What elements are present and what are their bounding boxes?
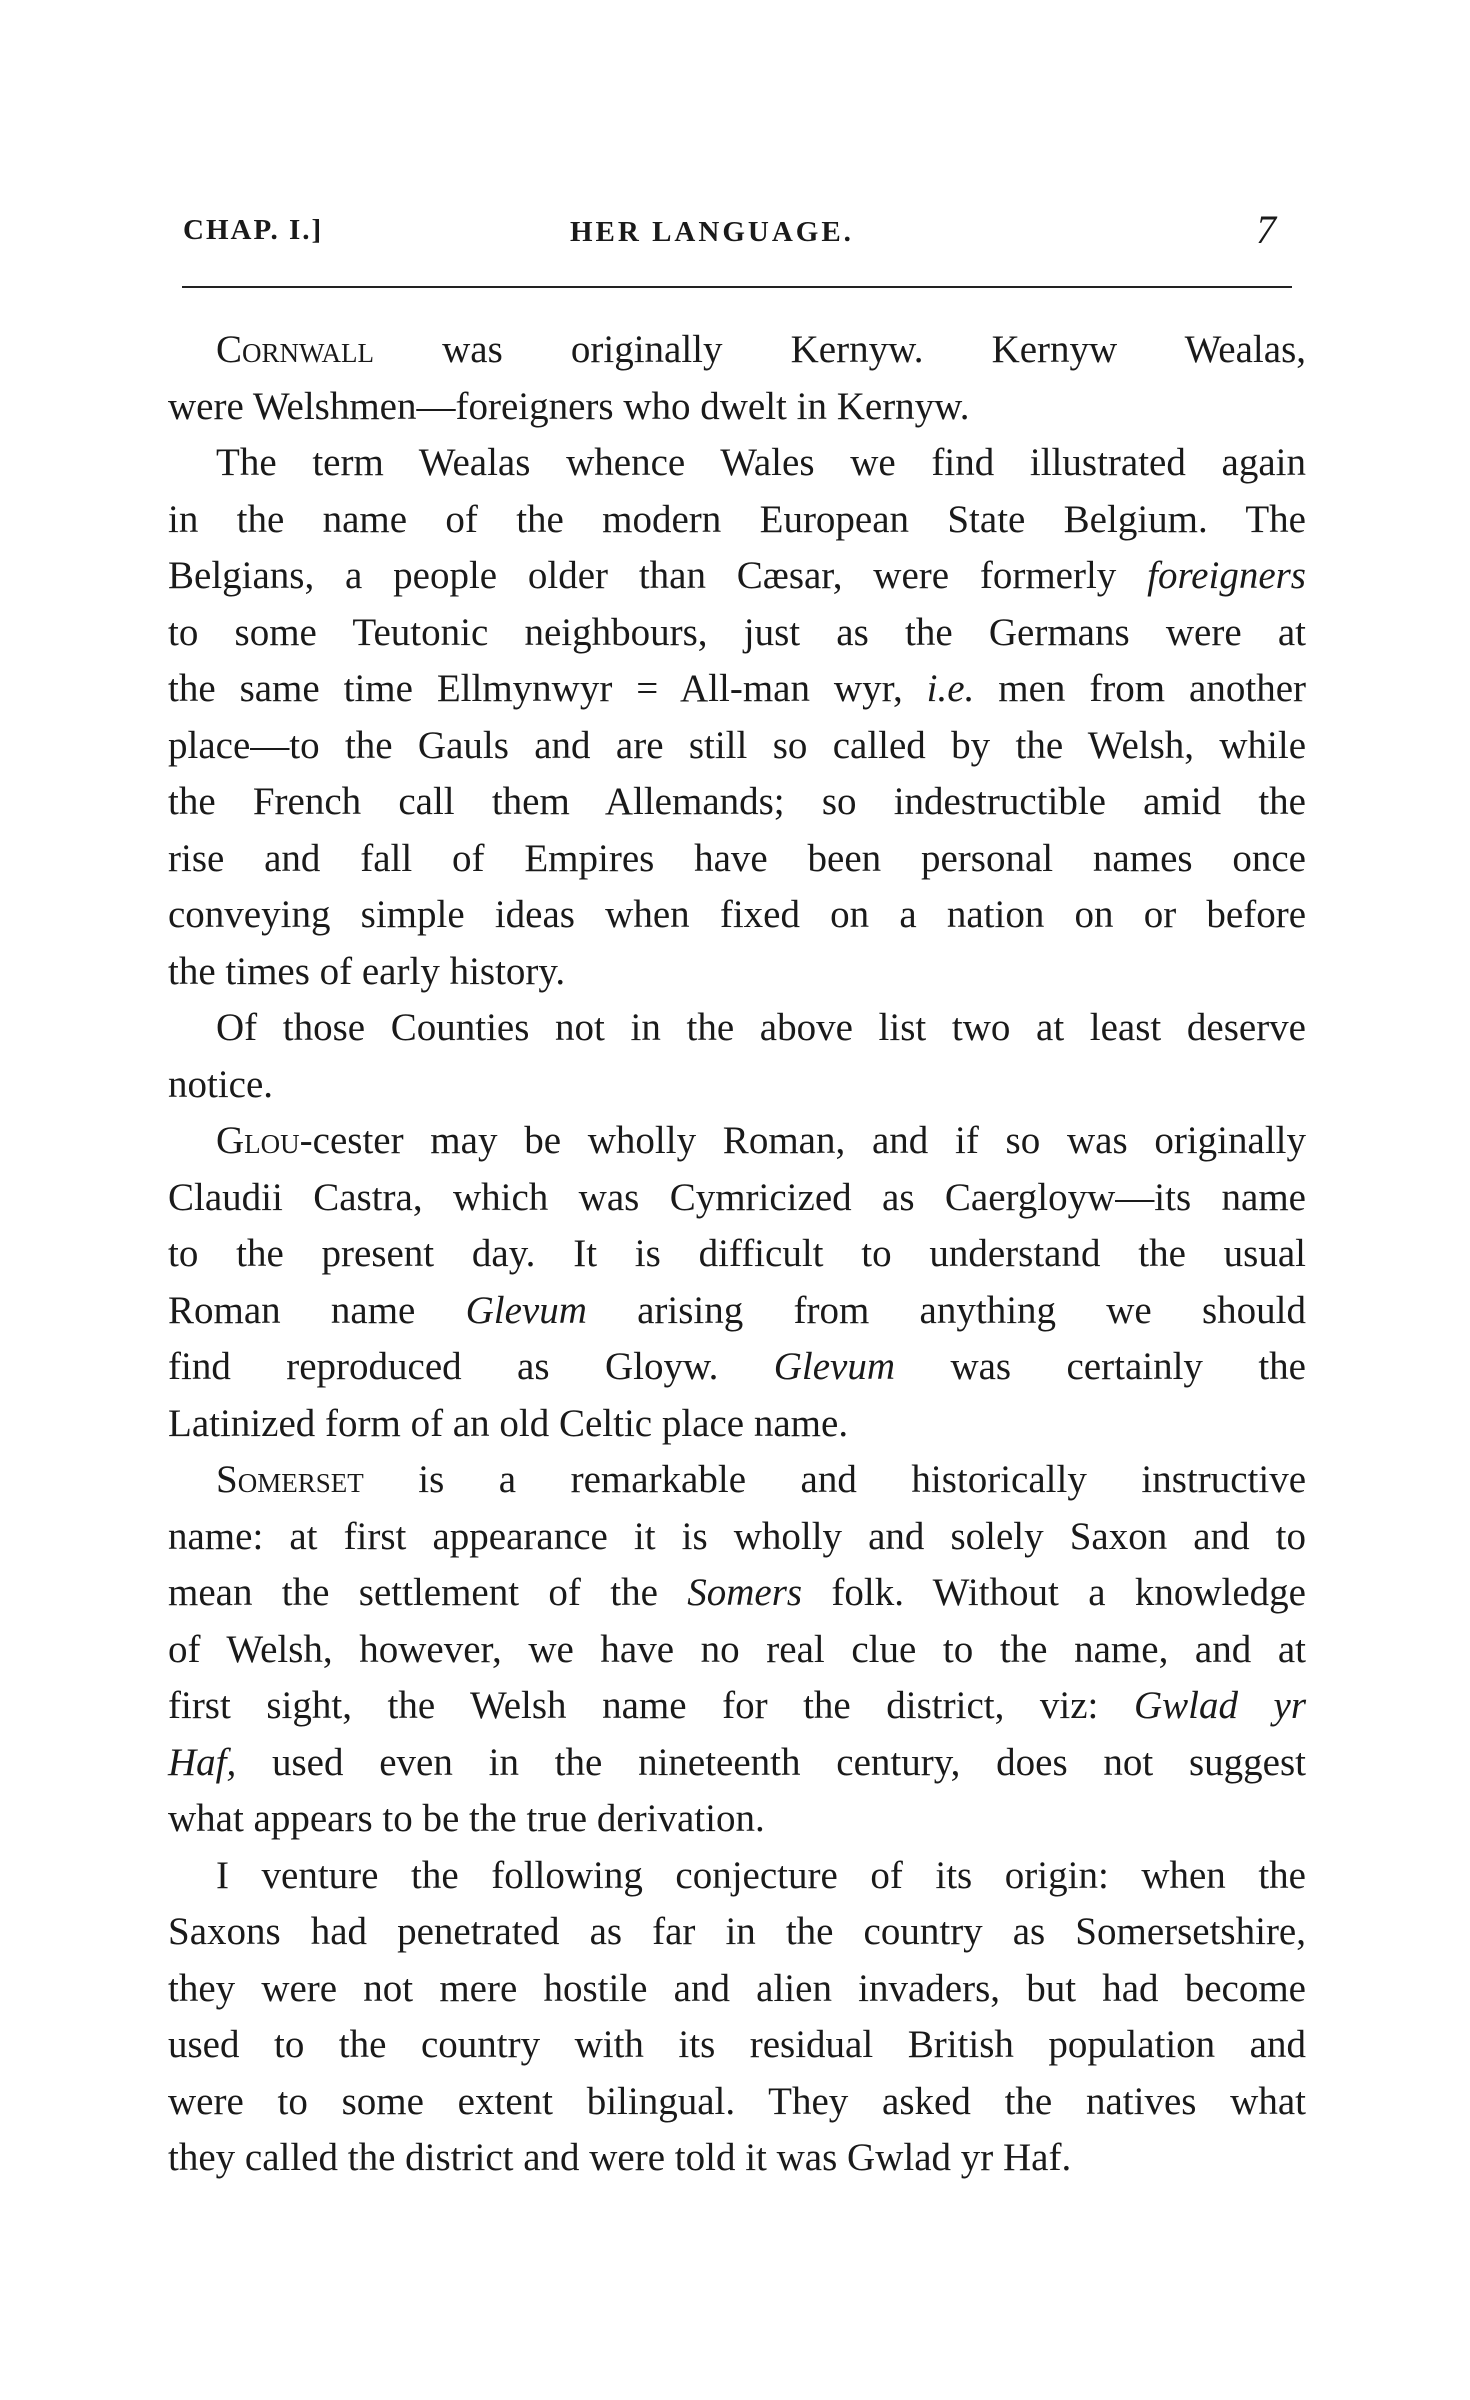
italic-text: Haf, (168, 1740, 237, 1784)
text-run: is a remarkable and historically instructive (363, 1458, 1306, 1501)
text-line (168, 1452, 1306, 1509)
header-rule (182, 286, 1292, 288)
page-number: 7 (1256, 207, 1276, 252)
text-run: I venture the following conjecture of its origin: when the (216, 1853, 1306, 1897)
text-run: the same time Ellmynwyr = All-man wyr, (168, 667, 927, 710)
text-run: to some Teutonic neighbours, just as the Germans were at (168, 610, 1306, 654)
text-run: was certainly the (895, 1345, 1306, 1388)
italic-text: Gwlad yr (1133, 1684, 1307, 1727)
text-line (168, 661, 1306, 718)
text-line (168, 548, 1306, 605)
text-run: arising from anything we should (586, 1288, 1306, 1332)
running-title: HER LANGUAGE. (570, 216, 854, 248)
text-run: were Welshmen—foreigners who dwelt in Kernyw. (168, 384, 970, 428)
text-run: Saxons had penetrated as far in the country as Somersetshire, (168, 1910, 1306, 1953)
italic-text: i.e. (926, 667, 975, 710)
text-run: to the present day. It is difficult to understand the usual (168, 1232, 1306, 1275)
text-line (168, 1848, 1306, 1905)
paragraph (168, 1000, 1306, 1113)
text-run: were to some extent bilingual. They asked the natives what (168, 2079, 1306, 2123)
text-run: the times of early history. (168, 949, 566, 993)
text-line (168, 1565, 1306, 1622)
text-run: the French call them Allemands; so indestructible amid the (168, 780, 1306, 823)
chapter-label: CHAP. I.] (183, 214, 324, 246)
paragraph (168, 1452, 1306, 1848)
text-line (168, 1339, 1306, 1396)
text-line (168, 1226, 1306, 1283)
text-run: what appears to be the true derivation. (168, 1797, 765, 1840)
text-run: men from another (974, 667, 1306, 710)
text-line (168, 2074, 1306, 2131)
text-line (168, 1170, 1306, 1227)
text-line (168, 774, 1306, 831)
text-run: The term Wealas whence Wales we find illustrated again (216, 441, 1306, 484)
text-line (168, 831, 1306, 888)
italic-text: Glevum (773, 1345, 896, 1388)
italic-text: Somers (687, 1571, 803, 1614)
text-line (168, 1509, 1306, 1566)
text-run: was originally Kernyw. Kernyw Wealas, (374, 328, 1306, 371)
text-run: mean the settlement of the (168, 1571, 688, 1614)
text-line (168, 379, 1306, 436)
text-line (168, 322, 1306, 379)
paragraph (168, 435, 1306, 1000)
text-line (168, 1622, 1306, 1679)
small-caps-text: Cornwall (216, 328, 374, 371)
text-run: used even in the nineteenth century, does not suggest (236, 1740, 1306, 1784)
text-line (168, 1791, 1306, 1848)
italic-text: Glevum (465, 1288, 587, 1332)
text-run: find reproduced as Gloyw. (168, 1345, 774, 1388)
text-line (168, 1904, 1306, 1961)
text-run: used to the country with its residual British population and (168, 2023, 1306, 2066)
paragraph (168, 1848, 1306, 2187)
text-run: conveying simple ideas when fixed on a nation on or before (168, 893, 1306, 936)
small-caps-text: Glou (216, 1119, 300, 1162)
text-line (168, 1678, 1306, 1735)
text-run: of Welsh, however, we have no real clue to the name, and at (168, 1627, 1306, 1671)
text-line (168, 605, 1306, 662)
text-run: first sight, the Welsh name for the district, viz: (168, 1684, 1134, 1727)
paragraph (168, 322, 1306, 435)
text-line (168, 435, 1306, 492)
text-line (168, 887, 1306, 944)
text-run: folk. Without a knowledge (802, 1571, 1306, 1614)
text-run: they were not mere hostile and alien invaders, but had become (168, 1966, 1306, 2010)
text-run: place—to the Gauls and are still so called by the Welsh, while (168, 723, 1306, 767)
text-line (168, 1961, 1306, 2018)
text-run: rise and fall of Empires have been personal names once (168, 836, 1306, 880)
text-line (168, 1113, 1306, 1170)
text-line (168, 1283, 1306, 1340)
paragraph (168, 1113, 1306, 1452)
text-run: name: at first appearance it is wholly and solely Saxon and to (168, 1514, 1306, 1558)
text-line (168, 1000, 1306, 1057)
text-line (168, 2017, 1306, 2074)
text-run: Claudii Castra, which was Cymricized as Caergloyw—its name (168, 1175, 1306, 1219)
text-line (168, 2130, 1306, 2187)
text-run: -cester may be wholly Roman, and if so was originally (299, 1119, 1306, 1162)
text-run: in the name of the modern European State Belgium. The (168, 497, 1306, 541)
text-line (168, 944, 1306, 1001)
italic-text: foreigners (1147, 554, 1306, 597)
text-line (168, 1057, 1306, 1114)
text-run: they called the district and were told it was Gwlad yr Haf. (168, 2136, 1072, 2179)
text-line (168, 1735, 1306, 1792)
text-line (168, 492, 1306, 549)
text-run: Of those Counties not in the above list two at least deserve (216, 1006, 1306, 1049)
text-run: Roman name (168, 1288, 466, 1332)
text-line (168, 1396, 1306, 1453)
body-text (168, 322, 1306, 2187)
text-run: Belgians, a people older than Cæsar, were formerly (168, 554, 1148, 597)
text-line (168, 718, 1306, 775)
text-run: notice. (168, 1062, 274, 1106)
text-run: Latinized form of an old Celtic place name. (168, 1401, 849, 1445)
running-header (180, 208, 1290, 258)
small-caps-text: Somerset (216, 1458, 364, 1501)
